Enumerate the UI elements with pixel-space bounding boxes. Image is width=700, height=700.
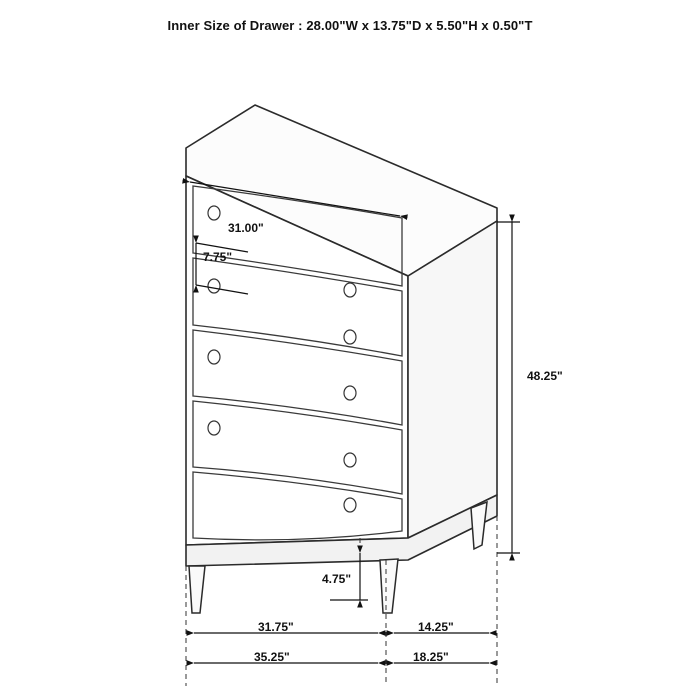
dimension-label-overall-height: 48.25" xyxy=(527,369,563,383)
dimension-label-overall-width: 35.25" xyxy=(254,650,290,664)
dimension-label-drawer-width: 31.00" xyxy=(228,221,264,235)
page-title: Inner Size of Drawer : 28.00"W x 13.75"D x 5.50"H x 0.50"T xyxy=(167,18,533,33)
dimension-label-overall-depth: 18.25" xyxy=(413,650,449,664)
dimension-label-drawer-height: 7.75" xyxy=(203,250,233,264)
dimension-label-leg-height: 4.75" xyxy=(322,572,352,586)
dimension-label-side-depth: 14.25" xyxy=(418,620,454,634)
dimension-label-front-width: 31.75" xyxy=(258,620,294,634)
